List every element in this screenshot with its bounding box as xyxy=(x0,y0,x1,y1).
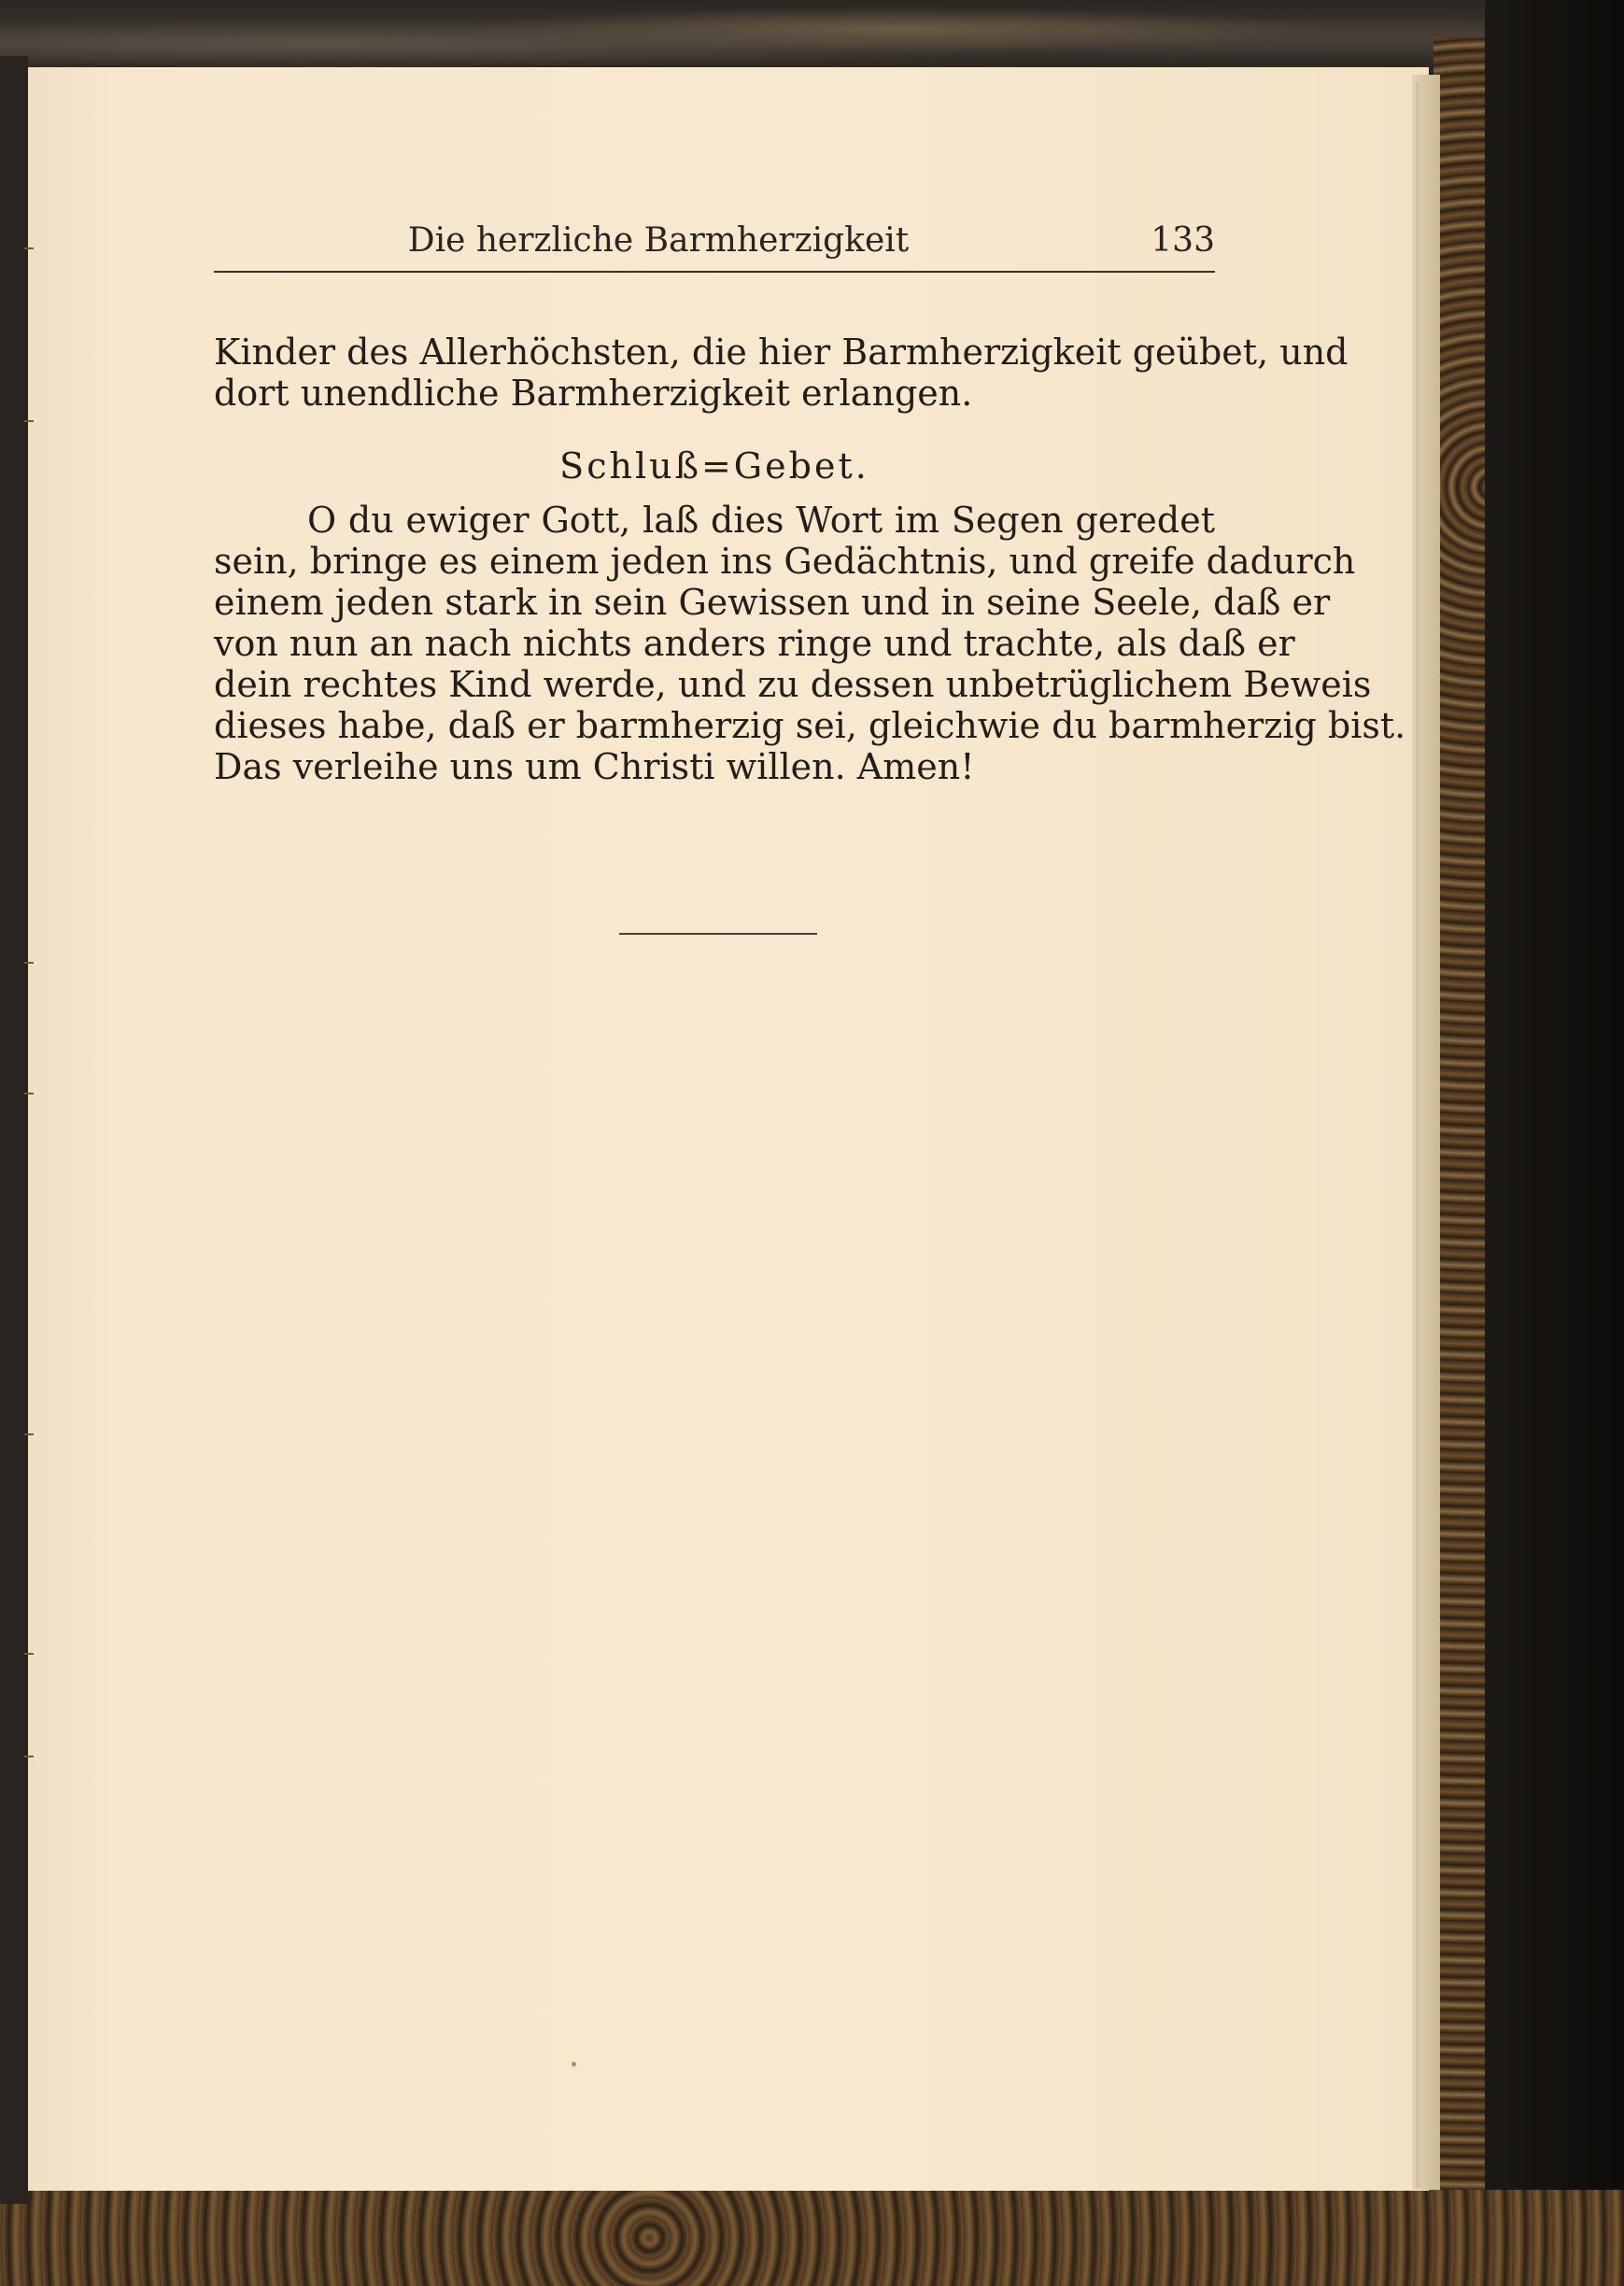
cover-top-edge xyxy=(0,0,1624,73)
cover-left-edge xyxy=(0,56,28,2204)
prayer-paragraph xyxy=(214,500,1406,787)
paper-speck xyxy=(572,2062,576,2067)
text-line: dieses habe, daß er barmherzig sei, gleichwie du barmherzig bist. xyxy=(214,705,1406,746)
marbled-cover-bottom xyxy=(0,2190,1624,2286)
prayer-heading: Schluß=Gebet. xyxy=(559,445,869,487)
page-inner-edge xyxy=(1416,82,1419,2188)
paragraph-continuation xyxy=(214,332,1349,414)
text-line: von nun an nach nichts anders ringe und trachte, als daß er xyxy=(214,623,1295,664)
running-header xyxy=(214,217,1215,273)
text-line: O du ewiger Gott, laß dies Wort im Segen geredet xyxy=(307,500,1215,541)
text-line: sein, bringe es einem jeden ins Gedächtnis, und greife dadurch xyxy=(214,541,1356,582)
margin-mark xyxy=(24,420,34,422)
margin-mark xyxy=(24,1653,34,1655)
margin-mark xyxy=(24,1093,34,1094)
margin-mark xyxy=(24,247,34,249)
header-title: Die herzliche Barmherzigkeit xyxy=(407,221,910,260)
cover-right-shadow xyxy=(1485,0,1624,2286)
text-line: Das verleihe uns um Christi willen. Amen! xyxy=(214,746,975,787)
text-line: dein rechtes Kind werde, und zu dessen unbetrüglichem Beweis xyxy=(214,664,1372,705)
text-line: einem jeden stark in sein Gewissen und in seine Seele, daß er xyxy=(214,582,1331,623)
page-number: 133 xyxy=(1151,221,1215,260)
header-rule xyxy=(214,271,1215,273)
margin-mark xyxy=(24,962,34,964)
margin-mark xyxy=(24,1433,34,1435)
text-line: Kinder des Allerhöchsten, die hier Barmherzigkeit geübet, und xyxy=(214,332,1349,373)
margin-mark xyxy=(24,1756,34,1757)
text-line: dort unendliche Barmherzigkeit erlangen. xyxy=(214,373,973,414)
closing-rule xyxy=(619,933,817,935)
